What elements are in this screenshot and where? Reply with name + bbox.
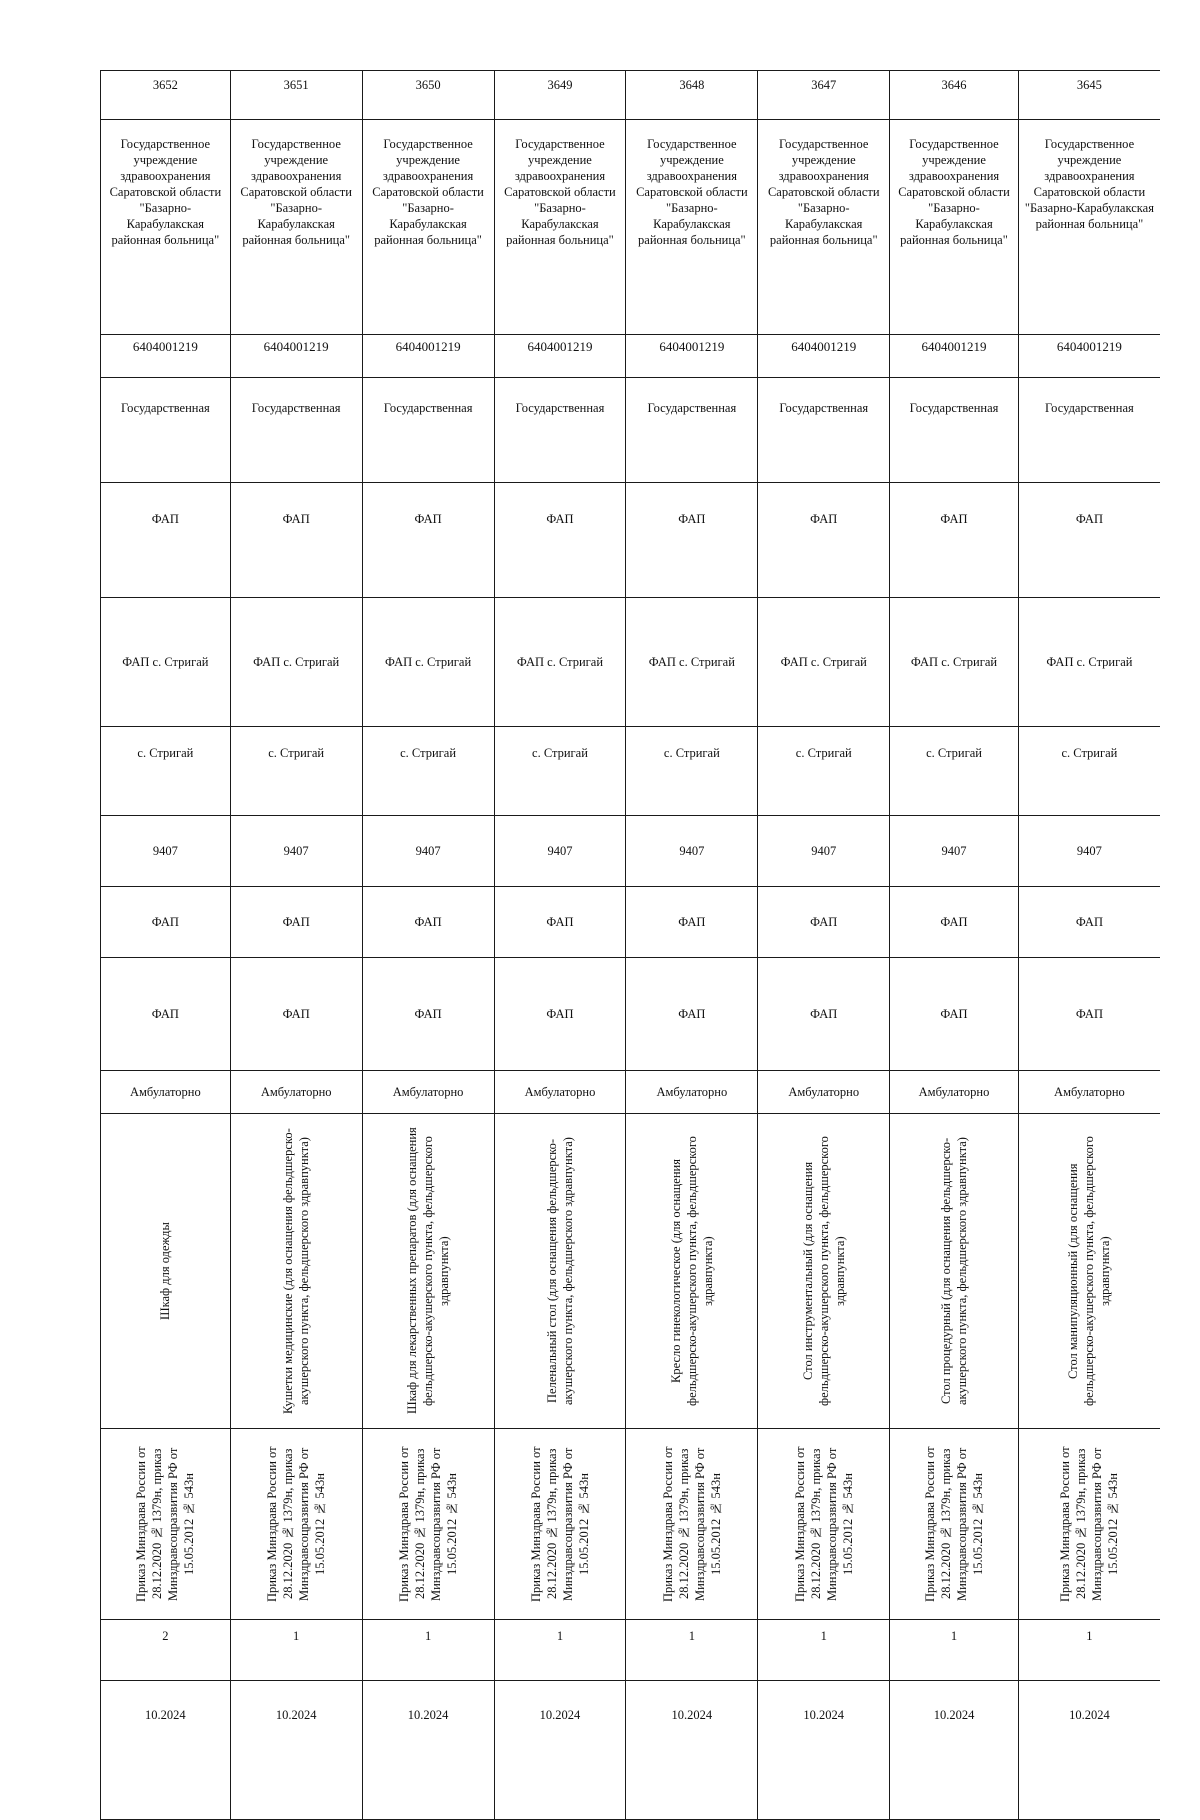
table-cell	[362, 378, 494, 483]
care-condition: Амбулаторно	[524, 1085, 596, 1099]
settlement: с. Стригай	[268, 746, 325, 760]
table-row	[101, 727, 1161, 816]
organization-name: Государственное учреждение здравоохранения Саратовской области "Базарно-Карабулакская районная больница"	[767, 137, 880, 247]
table-cell	[758, 1114, 890, 1429]
table-cell	[1018, 483, 1160, 598]
facility-name: ФАП с. Стригай	[122, 655, 209, 669]
table-cell	[230, 378, 362, 483]
table-cell	[362, 1620, 494, 1681]
care-condition: Амбулаторно	[130, 1085, 201, 1099]
table-cell	[626, 598, 758, 727]
table-cell	[362, 1114, 494, 1429]
table-cell	[758, 1620, 890, 1681]
table-cell	[230, 1681, 362, 1820]
regulation-reference: Приказ Минздрава России от 28.12.2020 № 1379н, приказ Минздравсоцразвития РФ от 15.05.2012 № 543н	[792, 1446, 855, 1602]
regulation-reference: Приказ Минздрава России от 28.12.2020 № 1379н, приказ Минздравсоцразвития РФ от 15.05.2012 № 543н	[528, 1446, 591, 1602]
facility-code: 9407	[1076, 844, 1102, 858]
table-cell	[494, 1114, 626, 1429]
table-cell	[758, 378, 890, 483]
ownership-form: Государственная	[515, 401, 605, 415]
unit-type: ФАП	[940, 915, 968, 929]
table-cell	[1018, 598, 1160, 727]
table-cell	[362, 598, 494, 727]
table-cell	[1018, 1071, 1160, 1114]
care-condition: Амбулаторно	[392, 1085, 464, 1099]
table-cell	[1018, 958, 1160, 1071]
table-cell	[362, 727, 494, 816]
regulation-reference: Приказ Минздрава России от 28.12.2020 № 1379н, приказ Минздравсоцразвития РФ от 15.05.2012 № 543н	[1058, 1446, 1121, 1602]
table-cell	[101, 727, 231, 816]
facility-type: ФАП	[546, 512, 574, 526]
record-number: 3649	[547, 78, 573, 92]
regulation-reference: Приказ Минздрава России от 28.12.2020 № 1379н, приказ Минздравсоцразвития РФ от 15.05.2012 № 543н	[134, 1446, 197, 1602]
facility-type: ФАП	[151, 512, 179, 526]
table-row	[101, 1429, 1161, 1620]
table-cell	[626, 1620, 758, 1681]
inn-value: 6404001219	[1056, 339, 1122, 354]
table-row	[101, 958, 1161, 1071]
unit-type: ФАП	[678, 915, 706, 929]
equipment-name: Шкаф для лекарственных препаратов (для оснащения фельдшерско-акушерского пункта, фельдшерского здравпункта)	[405, 1127, 452, 1415]
table-cell	[758, 335, 890, 378]
table-cell	[758, 1429, 890, 1620]
delivery-date: 10.2024	[671, 1708, 713, 1722]
table-cell	[758, 958, 890, 1071]
quantity: 1	[688, 1629, 695, 1643]
facility-name: ФАП с. Стригай	[780, 655, 867, 669]
settlement: с. Стригай	[1061, 746, 1118, 760]
table-cell	[890, 727, 1019, 816]
facility-name: ФАП с. Стригай	[516, 655, 604, 669]
table-cell	[758, 1071, 890, 1114]
equipment-table	[100, 70, 1160, 1820]
table-cell	[758, 816, 890, 887]
facility-type: ФАП	[810, 512, 838, 526]
care-condition: Амбулаторно	[1054, 1085, 1125, 1099]
table-cell	[362, 120, 494, 335]
table-cell	[890, 816, 1019, 887]
table-cell	[230, 120, 362, 335]
table-cell	[494, 816, 626, 887]
table-cell	[494, 483, 626, 598]
facility-code: 9407	[547, 844, 573, 858]
table-cell	[101, 71, 231, 120]
table-cell	[230, 1071, 362, 1114]
unit-type: ФАП	[151, 915, 179, 929]
table-cell	[101, 1620, 231, 1681]
table-cell	[494, 378, 626, 483]
table-cell	[758, 887, 890, 958]
facility-name: ФАП с. Стригай	[648, 655, 735, 669]
table-cell	[890, 958, 1019, 1071]
table-cell	[362, 335, 494, 378]
table-cell	[362, 71, 494, 120]
table-cell	[1018, 71, 1160, 120]
table-cell	[758, 120, 890, 335]
quantity: 1	[950, 1629, 958, 1643]
table-cell	[1018, 335, 1160, 378]
organization-name: Государственное учреждение здравоохранения Саратовской области "Базарно-Карабулакская районная больница"	[504, 137, 616, 247]
table-cell	[230, 1429, 362, 1620]
quantity: 1	[293, 1629, 300, 1643]
settlement: с. Стригай	[663, 746, 720, 760]
table-cell	[101, 1681, 231, 1820]
table-cell	[101, 887, 231, 958]
unit-type: ФАП	[1075, 915, 1103, 929]
table-cell	[494, 1071, 626, 1114]
table-cell	[494, 887, 626, 958]
facility-type: ФАП	[1075, 512, 1103, 526]
facility-type: ФАП	[678, 512, 706, 526]
facility-code: 9407	[415, 844, 441, 858]
unit-name: ФАП	[940, 1007, 968, 1021]
table-cell	[101, 120, 231, 335]
unit-name: ФАП	[1075, 1007, 1103, 1021]
regulation-reference: Приказ Минздрава России от 28.12.2020 № 1379н, приказ Минздравсоцразвития РФ от 15.05.2012 № 543н	[923, 1446, 985, 1602]
facility-name: ФАП с. Стригай	[253, 655, 340, 669]
equipment-name: Шкаф для одежды	[158, 1222, 173, 1320]
settlement: с. Стригай	[532, 746, 588, 760]
table-cell	[890, 1429, 1019, 1620]
ownership-form: Государственная	[251, 401, 341, 415]
ownership-form: Государственная	[909, 401, 999, 415]
table-cell	[494, 598, 626, 727]
table-cell	[626, 483, 758, 598]
table-cell	[890, 1114, 1019, 1429]
unit-type: ФАП	[282, 915, 310, 929]
table-cell	[494, 958, 626, 1071]
table-cell	[1018, 1114, 1160, 1429]
table-row	[101, 1620, 1161, 1681]
ownership-form: Государственная	[120, 401, 210, 415]
document-page	[100, 70, 1160, 1722]
table-cell	[626, 727, 758, 816]
table-cell	[230, 483, 362, 598]
delivery-date: 10.2024	[1069, 1708, 1110, 1722]
inn-value: 6404001219	[527, 339, 593, 354]
organization-name: Государственное учреждение здравоохранения Саратовской области "Базарно-Карабулакская районная больница"	[240, 137, 352, 247]
table-cell	[890, 335, 1019, 378]
record-number: 3650	[415, 78, 441, 92]
unit-name: ФАП	[678, 1007, 706, 1021]
quantity: 1	[424, 1629, 432, 1643]
table-cell	[230, 71, 362, 120]
equipment-name: Стол инструментальный (для оснащения фельдшерско-акушерского пункта, фельдшерского здравпункта)	[800, 1136, 847, 1406]
table-cell	[362, 887, 494, 958]
table-cell	[230, 1620, 362, 1681]
inn-value: 6404001219	[263, 339, 329, 354]
table-cell	[362, 958, 494, 1071]
table-row	[101, 335, 1161, 378]
table-cell	[1018, 887, 1160, 958]
unit-name: ФАП	[151, 1007, 179, 1021]
organization-name: Государственное учреждение здравоохранения Саратовской области "Базарно-Карабулакская районная больница"	[636, 137, 748, 247]
table-row	[101, 378, 1161, 483]
table-cell	[362, 816, 494, 887]
table-cell	[890, 598, 1019, 727]
table-cell	[230, 887, 362, 958]
unit-name: ФАП	[810, 1007, 838, 1021]
table-cell	[494, 1681, 626, 1820]
facility-type: ФАП	[414, 512, 442, 526]
table-cell	[101, 335, 231, 378]
facility-code: 9407	[679, 844, 705, 858]
table-row	[101, 483, 1161, 598]
equipment-name: Стол манипуляционный (для оснащения фельдшерско-акушерского пункта, фельдшерского здравпункта)	[1066, 1136, 1113, 1406]
ownership-form: Государственная	[779, 401, 869, 415]
quantity: 1	[1086, 1629, 1093, 1643]
settlement: с. Стригай	[926, 746, 982, 760]
settlement: с. Стригай	[137, 746, 194, 760]
settlement: с. Стригай	[795, 746, 852, 760]
table-cell	[362, 1429, 494, 1620]
table-cell	[758, 598, 890, 727]
table-row	[101, 887, 1161, 958]
table-cell	[626, 1681, 758, 1820]
table-cell	[230, 1114, 362, 1429]
record-number: 3648	[679, 78, 705, 92]
table-cell	[890, 483, 1019, 598]
table-cell	[494, 335, 626, 378]
equipment-name: Кресло гинекологическое (для оснащения фельдшерско-акушерского пункта, фельдшерского здравпункта)	[668, 1136, 715, 1406]
table-row	[101, 1114, 1161, 1429]
facility-code: 9407	[283, 844, 309, 858]
regulation-reference: Приказ Минздрава России от 28.12.2020 № 1379н, приказ Минздравсоцразвития РФ от 15.05.2012 № 543н	[660, 1446, 723, 1602]
quantity: 1	[556, 1629, 564, 1643]
equipment-name: Пеленальный стол (для оснащения фельдшерско-акушерского пункта, фельдшерского здравпункта)	[544, 1137, 575, 1405]
table-cell	[101, 1429, 231, 1620]
table-cell	[1018, 1620, 1160, 1681]
inn-value: 6404001219	[395, 339, 461, 354]
inn-value: 6404001219	[132, 339, 198, 354]
unit-type: ФАП	[414, 915, 442, 929]
facility-type: ФАП	[282, 512, 310, 526]
table-cell	[1018, 1681, 1160, 1820]
inn-value: 6404001219	[659, 339, 725, 354]
table-row	[101, 120, 1161, 335]
record-number: 3646	[941, 78, 967, 92]
regulation-reference: Приказ Минздрава России от 28.12.2020 № 1379н, приказ Минздравсоцразвития РФ от 15.05.2012 № 543н	[397, 1446, 460, 1602]
table-cell	[362, 1681, 494, 1820]
unit-type: ФАП	[546, 915, 574, 929]
table-cell	[626, 816, 758, 887]
table-cell	[890, 71, 1019, 120]
unit-name: ФАП	[414, 1007, 442, 1021]
record-number: 3647	[811, 78, 837, 92]
table-cell	[626, 1429, 758, 1620]
quantity: 1	[820, 1629, 827, 1643]
unit-name: ФАП	[546, 1007, 574, 1021]
table-cell	[230, 816, 362, 887]
table-cell	[626, 120, 758, 335]
regulation-reference: Приказ Минздрава России от 28.12.2020 № 1379н, приказ Минздравсоцразвития РФ от 15.05.2012 № 543н	[265, 1446, 328, 1602]
table-cell	[494, 1429, 626, 1620]
record-number: 3651	[283, 78, 309, 92]
delivery-date: 10.2024	[407, 1708, 449, 1722]
facility-name: ФАП с. Стригай	[384, 655, 472, 669]
table-cell	[1018, 727, 1160, 816]
table-cell	[101, 1114, 231, 1429]
table-cell	[230, 727, 362, 816]
table-cell	[758, 727, 890, 816]
table-cell	[1018, 120, 1160, 335]
table-cell	[758, 483, 890, 598]
delivery-date: 10.2024	[933, 1708, 975, 1722]
ownership-form: Государственная	[1045, 401, 1134, 415]
record-number: 3652	[152, 78, 178, 92]
unit-type: ФАП	[810, 915, 838, 929]
facility-name: ФАП с. Стригай	[1046, 655, 1133, 669]
delivery-date: 10.2024	[803, 1708, 845, 1722]
table-cell	[758, 71, 890, 120]
quantity: 2	[162, 1629, 169, 1643]
care-condition: Амбулаторно	[918, 1085, 990, 1099]
organization-name: Государственное учреждение здравоохранения Саратовской области "Базарно-Карабулакская районная больница"	[109, 137, 222, 247]
care-condition: Амбулаторно	[656, 1085, 728, 1099]
table-cell	[626, 1114, 758, 1429]
ownership-form: Государственная	[383, 401, 473, 415]
care-condition: Амбулаторно	[260, 1085, 332, 1099]
table-cell	[890, 887, 1019, 958]
organization-name: Государственное учреждение здравоохранения Саратовской области "Базарно-Карабулакская районная больница"	[372, 137, 484, 247]
table-cell	[758, 1681, 890, 1820]
table-cell	[626, 1071, 758, 1114]
table-row	[101, 598, 1161, 727]
organization-name: Государственное учреждение здравоохранения Саратовской области "Базарно-Карабулакская районная больница"	[898, 137, 1010, 247]
facility-type: ФАП	[940, 512, 968, 526]
delivery-date: 10.2024	[539, 1708, 581, 1722]
table-cell	[1018, 1429, 1160, 1620]
table-row	[101, 1681, 1161, 1820]
equipment-name: Стол процедурный (для оснащения фельдшерско-акушерского пункта, фельдшерского здравпункта)	[939, 1137, 969, 1405]
table-cell	[1018, 816, 1160, 887]
table-cell	[626, 378, 758, 483]
table-row	[101, 816, 1161, 887]
table-cell	[101, 1071, 231, 1114]
table-cell	[890, 1681, 1019, 1820]
record-number: 3645	[1076, 78, 1102, 92]
facility-code: 9407	[152, 844, 178, 858]
equipment-name: Кушетки медицинские (для оснащения фельдшерско-акушерского пункта, фельдшерского здравпункта)	[281, 1128, 312, 1414]
table-cell	[101, 958, 231, 1071]
table-cell	[626, 71, 758, 120]
table-cell	[626, 887, 758, 958]
facility-code: 9407	[941, 844, 967, 858]
facility-code: 9407	[811, 844, 837, 858]
facility-name: ФАП с. Стригай	[910, 655, 998, 669]
organization-name: Государственное учреждение здравоохранения Саратовской области "Базарно-Карабулакская районная больница"	[1024, 137, 1154, 231]
table-cell	[626, 335, 758, 378]
table-cell	[494, 727, 626, 816]
table-row	[101, 71, 1161, 120]
table-cell	[101, 378, 231, 483]
table-cell	[362, 1071, 494, 1114]
delivery-date: 10.2024	[145, 1708, 186, 1722]
care-condition: Амбулаторно	[788, 1085, 860, 1099]
table-cell	[101, 598, 231, 727]
inn-value: 6404001219	[791, 339, 857, 354]
unit-name: ФАП	[282, 1007, 310, 1021]
table-cell	[230, 958, 362, 1071]
table-cell	[101, 816, 231, 887]
table-row	[101, 1071, 1161, 1114]
delivery-date: 10.2024	[275, 1708, 317, 1722]
ownership-form: Государственная	[647, 401, 737, 415]
table-cell	[101, 483, 231, 598]
table-cell	[890, 378, 1019, 483]
table-cell	[890, 1071, 1019, 1114]
table-cell	[494, 1620, 626, 1681]
table-cell	[890, 1620, 1019, 1681]
table-cell	[626, 958, 758, 1071]
settlement: с. Стригай	[400, 746, 457, 760]
table-cell	[494, 71, 626, 120]
table-cell	[494, 120, 626, 335]
table-cell	[890, 120, 1019, 335]
table-cell	[362, 483, 494, 598]
table-cell	[230, 598, 362, 727]
inn-value: 6404001219	[921, 339, 987, 354]
table-cell	[1018, 378, 1160, 483]
table-cell	[230, 335, 362, 378]
